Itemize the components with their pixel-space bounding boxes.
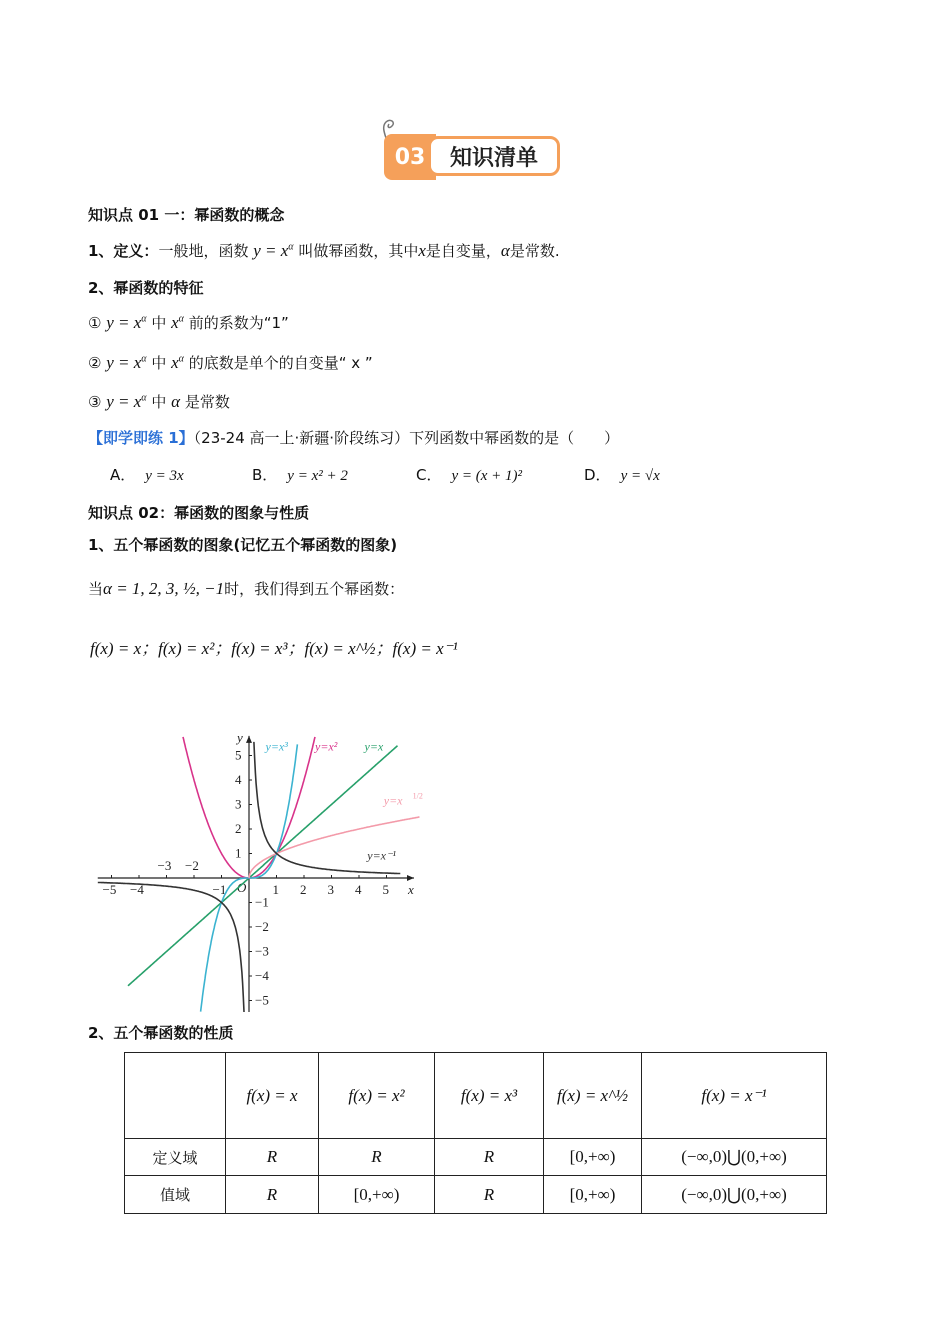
props-heading: 2、五个幂函数的性质 bbox=[88, 1024, 234, 1042]
feature-2: ② $y = x^\alpha$ 中 $x^\alpha$ 的底数是单个的自变量“ x ” bbox=[88, 353, 373, 372]
y-tick-label: −4 bbox=[255, 968, 269, 983]
x-axis-arrow bbox=[407, 875, 414, 881]
table-cell: (−∞,0)⋃(0,+∞) bbox=[642, 1139, 827, 1176]
option-b: B． y = x² + 2 bbox=[252, 466, 348, 484]
table-header-cell: f(x) = x⁻¹ bbox=[642, 1053, 827, 1139]
definition-line: 1、定义：一般地，函数 $y = x^\alpha$ 叫做幂函数，其中x是自变量，α是常数. bbox=[88, 241, 560, 260]
x-tick-label: −2 bbox=[185, 858, 199, 873]
label-linear: y=x bbox=[364, 739, 384, 754]
label-square: y=x² bbox=[315, 739, 338, 754]
x-tick-label: −3 bbox=[157, 858, 172, 873]
table-header-cell: f(x) = x bbox=[226, 1053, 319, 1139]
y-tick-label: 1 bbox=[235, 845, 242, 861]
table-cell: [0,+∞) bbox=[544, 1176, 642, 1214]
x-tick-label: 1 bbox=[272, 882, 279, 897]
label-inverse: y=x⁻¹ bbox=[367, 848, 396, 863]
y-tick-label: −1 bbox=[255, 894, 269, 910]
y-tick-label: 5 bbox=[235, 747, 242, 763]
table-cell: R bbox=[435, 1176, 544, 1214]
table-row bbox=[125, 1176, 827, 1214]
option-c: C． y = (x + 1)² bbox=[416, 466, 523, 484]
alpha-line: 当α = 1, 2, 3, ½, −1时，我们得到五个幂函数： bbox=[88, 579, 405, 598]
feature-3: ③ $y = x^\alpha$ 中 α 是常数 bbox=[88, 392, 230, 411]
section-title: 知识清单 bbox=[428, 136, 560, 176]
x-tick-label: 4 bbox=[355, 882, 362, 897]
x-axis-label: x bbox=[408, 882, 414, 897]
x-tick-label: −1 bbox=[212, 882, 227, 897]
k2-heading: 知识点 02：幂函数的图象与性质 bbox=[88, 504, 310, 522]
properties-table bbox=[124, 1052, 827, 1214]
section-badge bbox=[384, 134, 566, 180]
power-function-graph bbox=[96, 712, 446, 1012]
def-formula: $y = x^\alpha$ bbox=[253, 241, 294, 260]
section-number: 03 bbox=[384, 134, 436, 180]
table-cell: (−∞,0)⋃(0,+∞) bbox=[642, 1176, 827, 1214]
y-tick-label: 2 bbox=[235, 821, 242, 836]
table-row bbox=[125, 1139, 827, 1176]
table-cell: R bbox=[226, 1176, 319, 1214]
table-cell: R bbox=[319, 1139, 435, 1176]
practice-question: 【即学即练 1】（23-24 高一上·新疆·阶段练习）下列函数中幂函数的是（ ） bbox=[88, 429, 620, 447]
y-tick-label: 3 bbox=[235, 796, 242, 812]
y-axis-arrow bbox=[246, 736, 252, 743]
y-axis-label: y bbox=[237, 729, 243, 745]
table-row-label: 定义域 bbox=[125, 1139, 226, 1176]
x-tick-label: 3 bbox=[327, 882, 334, 897]
table-row-label: 值域 bbox=[125, 1176, 226, 1214]
y-tick-label: −2 bbox=[255, 919, 269, 934]
table-header-cell: f(x) = x^½ bbox=[544, 1053, 642, 1139]
table-header-row bbox=[125, 1053, 827, 1139]
table-header-cell bbox=[125, 1053, 226, 1139]
x-tick-label: 2 bbox=[300, 882, 307, 897]
curve-sqrt bbox=[249, 817, 420, 878]
label-cube: y=x³ bbox=[265, 739, 288, 754]
label-sqrt: y=x bbox=[383, 793, 403, 808]
table-cell: [0,+∞) bbox=[319, 1176, 435, 1214]
x-tick-label: −5 bbox=[102, 882, 117, 897]
x-tick-label: 5 bbox=[382, 882, 389, 897]
graph-heading: 1、五个幂函数的图象(记忆五个幂函数的图象) bbox=[88, 536, 398, 554]
y-tick-label: 4 bbox=[235, 772, 242, 787]
y-tick-label: −5 bbox=[255, 992, 269, 1008]
label-sqrt-exponent: 1/2 bbox=[412, 791, 423, 801]
functions-line: f(x) = x；f(x) = x²；f(x) = x³；f(x) = x^½；f(x) = x⁻¹ bbox=[90, 639, 458, 658]
table-cell: R bbox=[226, 1139, 319, 1176]
table-cell: [0,+∞) bbox=[544, 1139, 642, 1176]
feature-1: ① $y = x^\alpha$ 中 $x^\alpha$ 前的系数为“1” bbox=[88, 313, 289, 332]
table-header-cell: f(x) = x³ bbox=[435, 1053, 544, 1139]
x-tick-label: −4 bbox=[130, 882, 144, 897]
option-d: D． y = √x bbox=[584, 466, 660, 484]
table-header-cell: f(x) = x² bbox=[319, 1053, 435, 1139]
features-heading: 2、幂函数的特征 bbox=[88, 279, 204, 297]
origin-label: O bbox=[237, 880, 247, 895]
k1-heading: 知识点 01 一：幂函数的概念 bbox=[88, 206, 285, 224]
alpha-values: α = 1, 2, 3, ½, −1 bbox=[103, 579, 225, 598]
option-a: A． y = 3x bbox=[110, 466, 184, 484]
table-cell: R bbox=[435, 1139, 544, 1176]
y-tick-label: −3 bbox=[255, 943, 269, 959]
